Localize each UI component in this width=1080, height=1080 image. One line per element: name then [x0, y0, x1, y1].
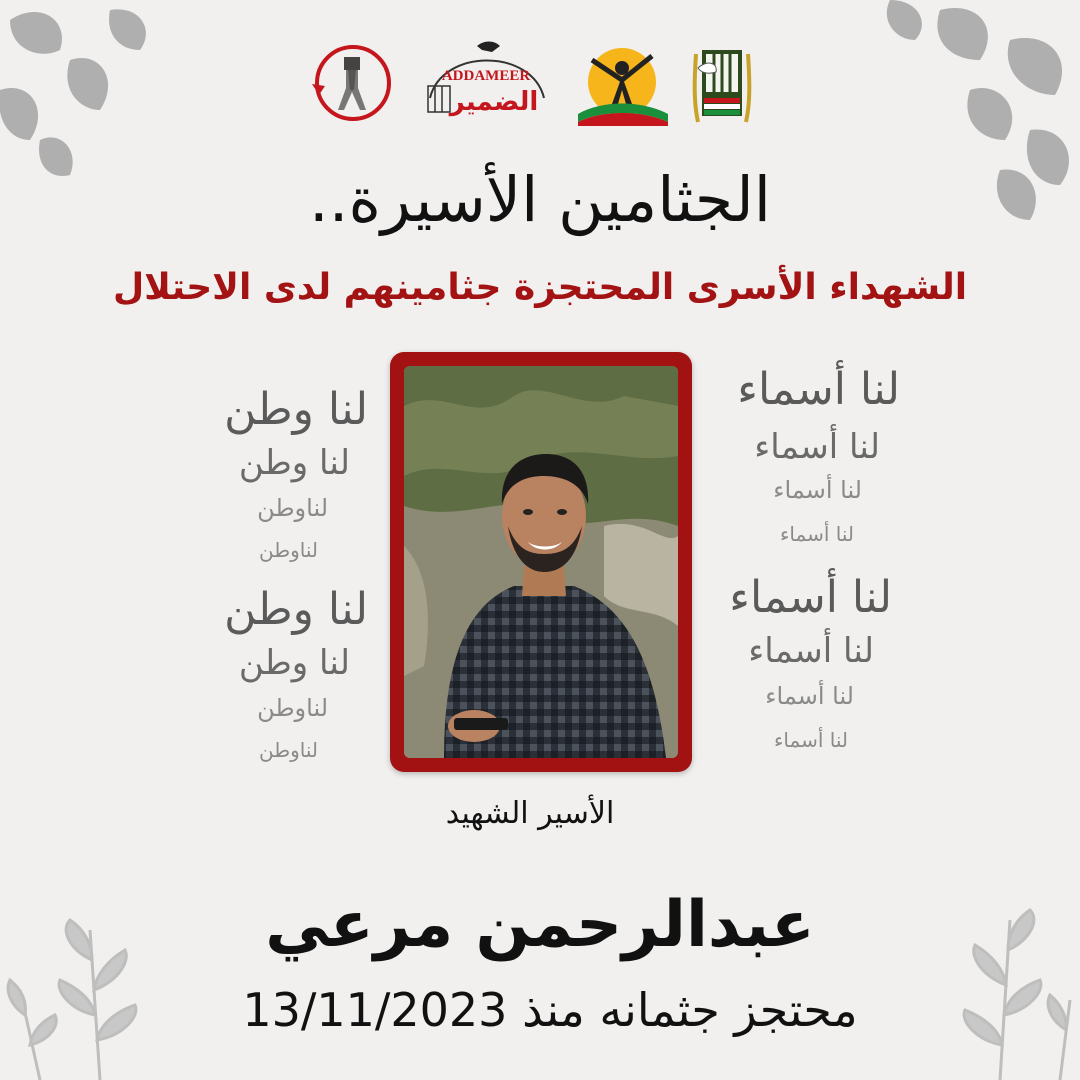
leaves-decoration-top-right: [880, 0, 1080, 260]
echo-right-line: لنا أسماء: [773, 476, 862, 504]
echo-right-line: لنا أسماء: [780, 522, 854, 546]
echo-right-line: لنا أسماء: [737, 364, 900, 415]
echo-left-line: لناوطن: [257, 694, 328, 722]
prisoner-circle-logo-icon: [310, 40, 396, 130]
addameer-logo-text: ADDAMEER: [441, 68, 531, 84]
echo-left-line: لنا وطن: [238, 643, 350, 683]
leaves-decoration-top-left: [0, 0, 180, 190]
echo-left-line: لناوطن: [258, 738, 318, 762]
echo-right-line: لنا أسماء: [754, 427, 880, 467]
detention-label: محتجز جثمانه منذ: [522, 983, 858, 1037]
detention-line: [150, 980, 950, 1040]
prisoners-society-logo-icon: [572, 42, 672, 132]
prison-bars-dove-logo-icon: [692, 44, 752, 130]
echo-right-line: لنا أسماء: [748, 631, 874, 671]
addameer-logo-text-ar: الضمير: [449, 87, 539, 117]
martyr-name: عبدالرحمن مرعي: [265, 888, 815, 962]
echo-right-line: لنا أسماء: [765, 682, 854, 710]
logos-bar: [300, 38, 780, 128]
detention-date: 13/11/2023: [242, 983, 508, 1037]
page-title: الجثامين الأسيرة..: [309, 163, 771, 236]
portrait-frame: [390, 352, 692, 772]
portrait-photo: [404, 366, 678, 758]
portrait-caption: الأسير الشهيد: [445, 796, 615, 831]
echo-left-line: لنا وطن: [238, 443, 350, 483]
page-subtitle: الشهداء الأسرى المحتجزة جثامينهم لدى الاحتلال: [112, 267, 968, 308]
echo-left-line: لناوطن: [258, 538, 318, 562]
echo-left-line: لنا وطن: [224, 584, 368, 635]
echo-left-line: لنا وطن: [224, 384, 368, 435]
echo-right-line: لنا أسماء: [774, 728, 848, 752]
addameer-logo-icon: [422, 38, 550, 132]
echo-right-line: لنا أسماء: [729, 572, 892, 623]
echo-left-line: لناوطن: [257, 494, 328, 522]
